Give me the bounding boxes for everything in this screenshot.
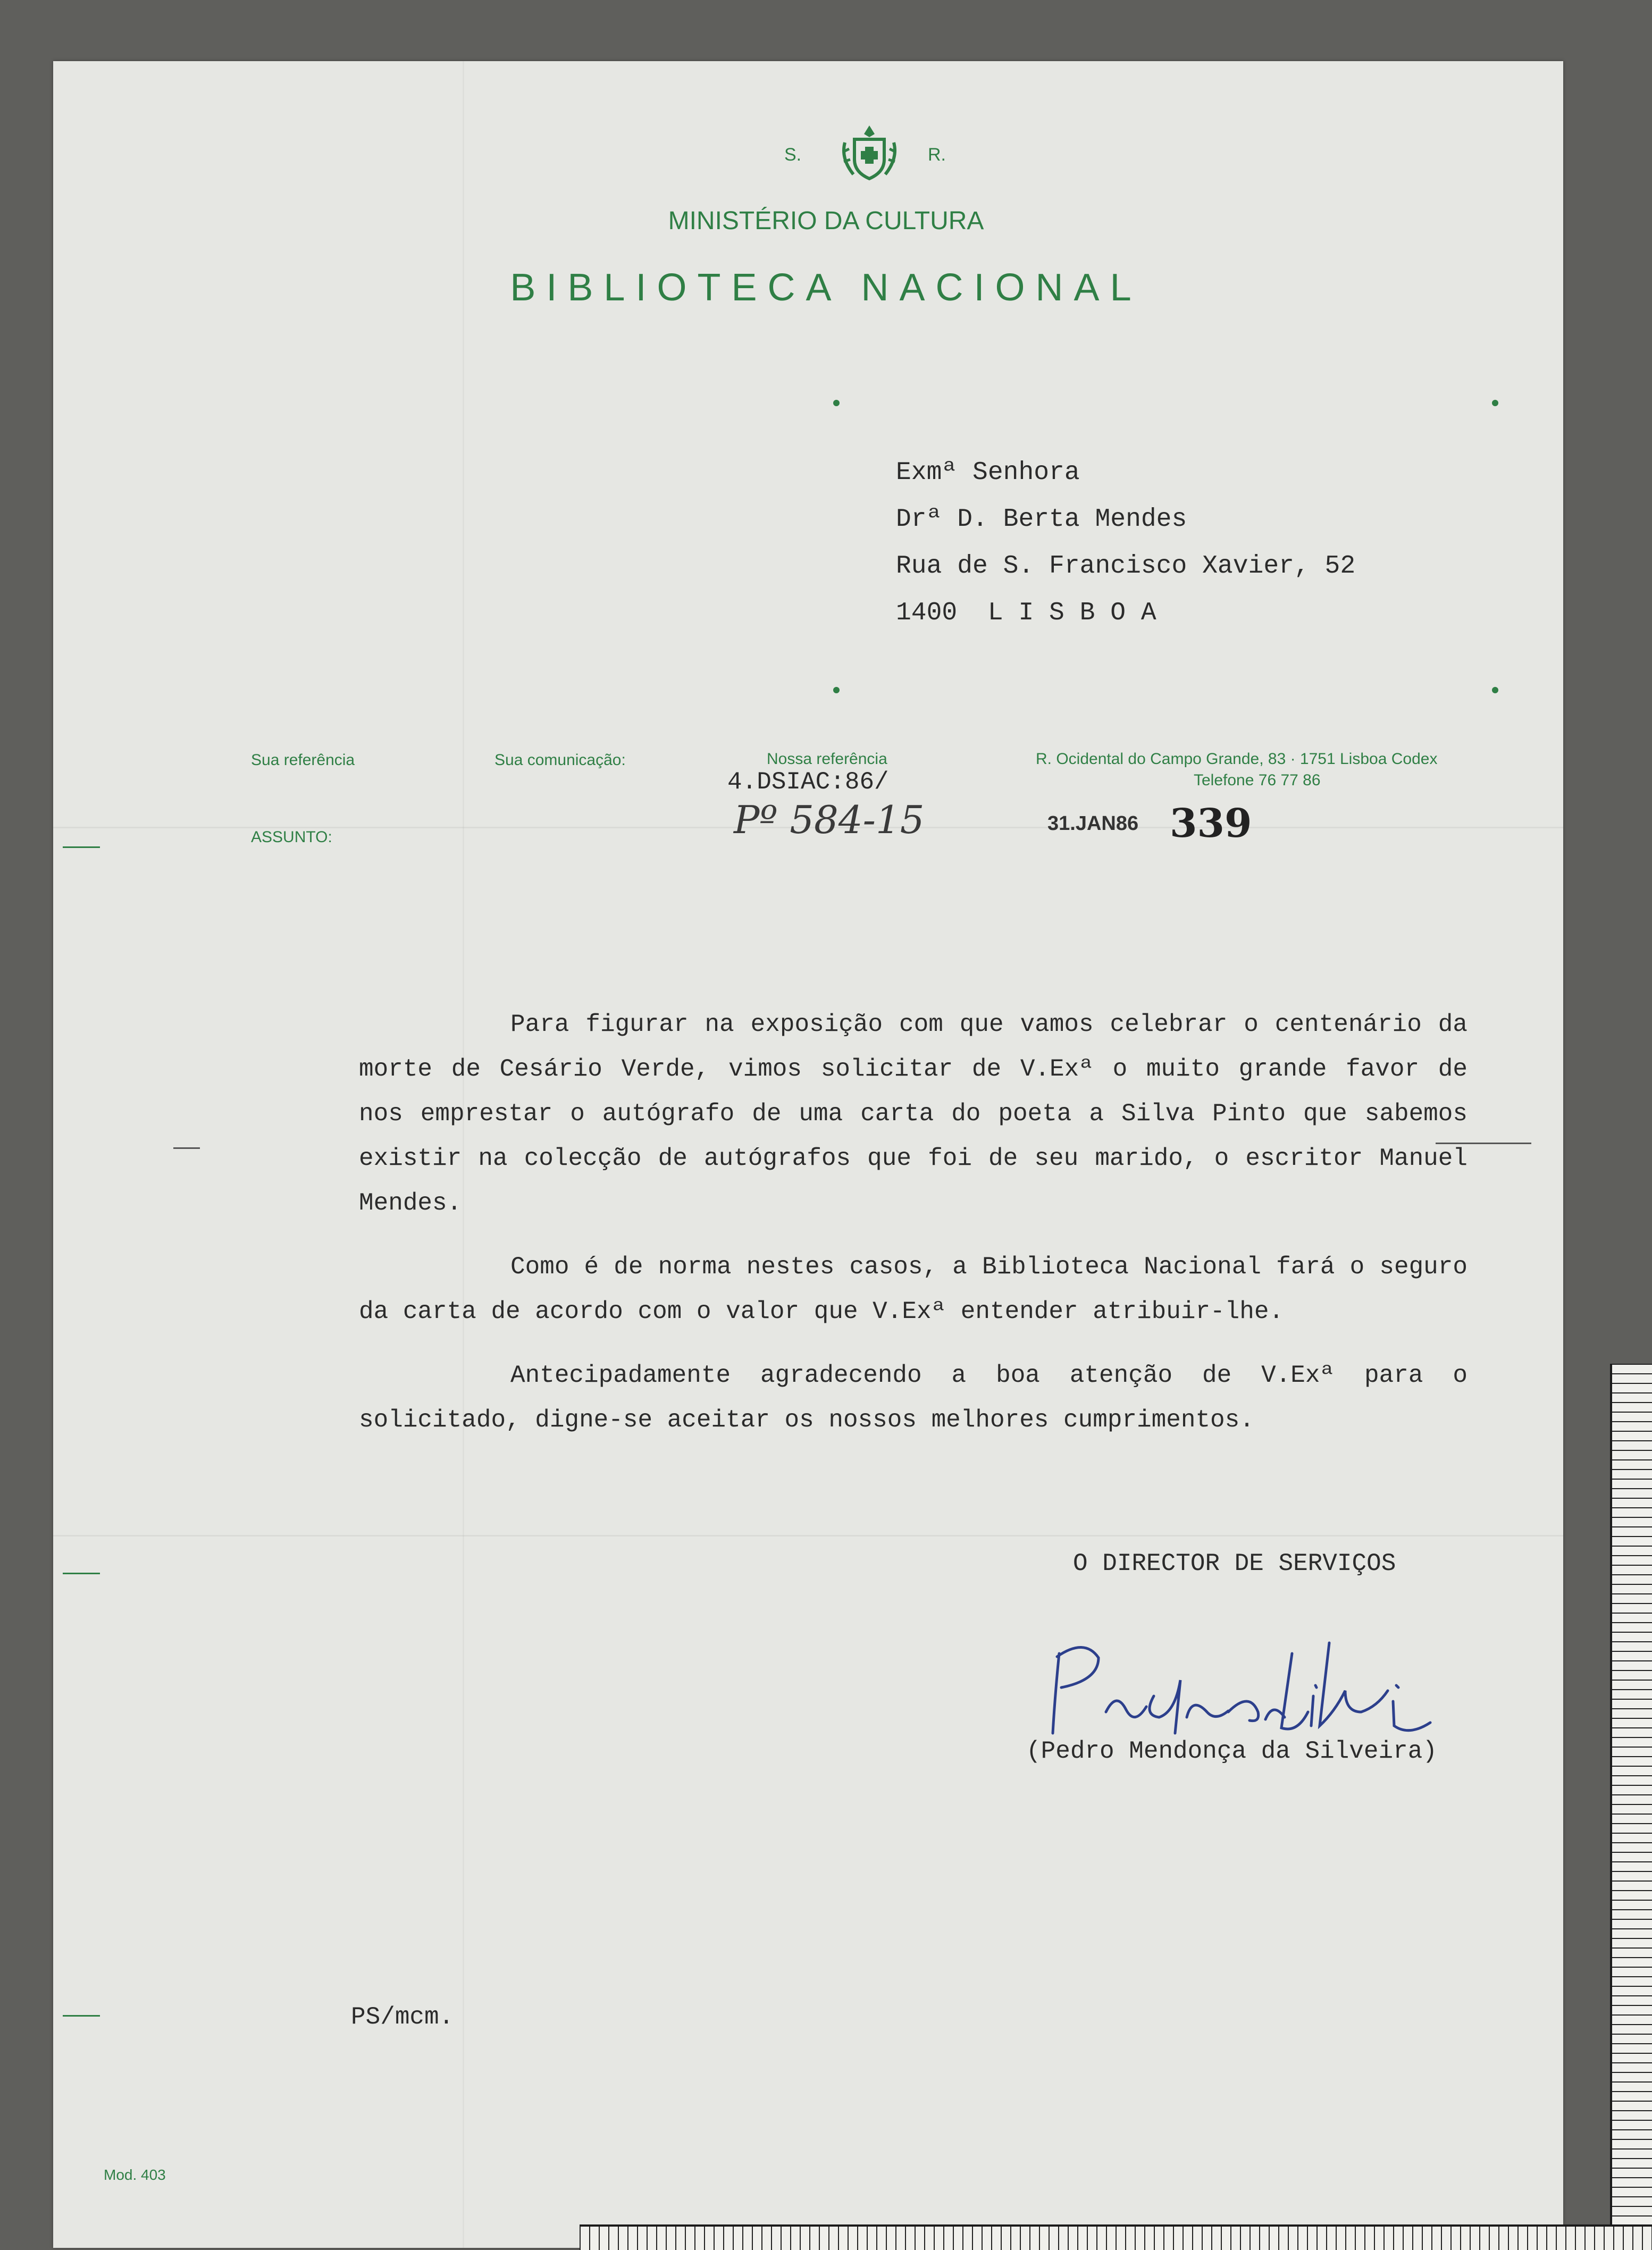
recipient-line: Drª D. Berta Mendes xyxy=(896,505,1187,534)
window-marker xyxy=(833,687,840,693)
body-paragraph: Antecipadamente agradecendo a boa atenção de V.Exª para o solicitado, digne-se aceitar os nossos melhores cumprimentos. xyxy=(359,1362,1467,1434)
letterhead-left-letter: S. xyxy=(784,145,802,165)
letter-body xyxy=(359,1002,1467,1462)
recipient-line: 1400 L I S B O A xyxy=(896,599,1156,627)
registration-number-stamp: 339 xyxy=(1170,801,1252,846)
window-marker xyxy=(1492,687,1498,693)
form-code: Mod. 403 xyxy=(104,2167,166,2183)
institution-phone: Telefone 76 77 86 xyxy=(1194,771,1321,789)
fold-line xyxy=(53,1535,1563,1537)
our-reference-label: Nossa referência xyxy=(767,750,887,768)
fold-mark xyxy=(63,2015,100,2017)
our-reference-value: 4.DSIAC:86/ xyxy=(727,768,889,796)
margin-mark xyxy=(173,1147,200,1149)
institution-address: R. Ocidental do Campo Grande, 83 · 1751 Lisboa Codex xyxy=(1036,750,1438,768)
coat-of-arms-icon xyxy=(837,121,901,185)
scale-ruler-horizontal xyxy=(580,2224,1652,2250)
institution-name: BIBLIOTECA NACIONAL xyxy=(510,266,1142,309)
your-communication-label: Sua comunicação: xyxy=(494,751,626,769)
signatory-name: (Pedro Mendonça da Silveira) xyxy=(1026,1737,1437,1765)
handwritten-signature xyxy=(1047,1632,1473,1749)
fold-mark xyxy=(63,846,100,848)
window-marker xyxy=(833,400,840,406)
subject-label: ASSUNTO: xyxy=(251,828,332,846)
body-paragraph: Como é de norma nestes casos, a Biblioteca Nacional fará o seguro da carta de acordo com o valor que V.Exª entender atribuir-lhe. xyxy=(359,1253,1467,1325)
date-stamp: 31.JAN86 xyxy=(1047,812,1139,835)
body-paragraph: Para figurar na exposição com que vamos celebrar o centenário da morte de Cesário Verde, vimos solicitar de V.Exª o muito grande favor de nos emprestar o autógrafo de uma carta do poeta a Silva Pinto que sabemos existir na colecção de autógrafos que foi de seu marido, o escritor Manuel Mendes. xyxy=(359,1011,1467,1217)
letterhead-right-letter: R. xyxy=(928,145,946,165)
ministry-name: MINISTÉRIO DA CULTURA xyxy=(668,207,984,235)
recipient-line: Exmª Senhora xyxy=(896,458,1080,487)
fold-mark xyxy=(63,1573,100,1574)
handwritten-reference: Pº 584-15 xyxy=(734,797,925,842)
scale-ruler-vertical xyxy=(1610,1364,1652,2248)
your-reference-label: Sua referência xyxy=(251,751,355,769)
window-marker xyxy=(1492,400,1498,406)
recipient-line: Rua de S. Francisco Xavier, 52 xyxy=(896,552,1356,581)
typist-initials: PS/mcm. xyxy=(351,2003,454,2031)
signatory-title: O DIRECTOR DE SERVIÇOS xyxy=(1073,1550,1396,1577)
